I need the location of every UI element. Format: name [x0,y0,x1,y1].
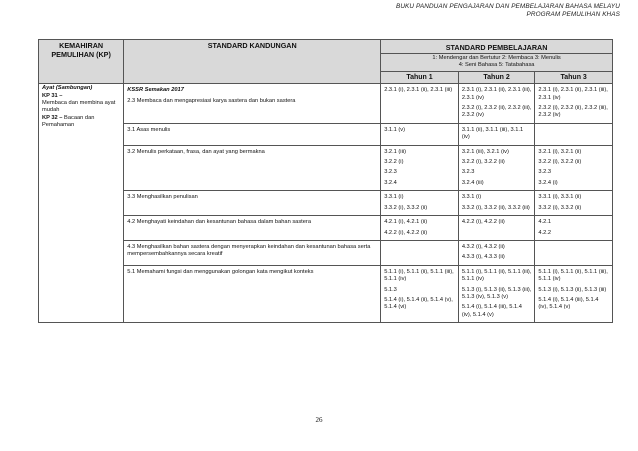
sp-code: 3.2.1 (iii), 3.2.1 (iv) [461,148,509,155]
standard-kandungan-cell [124,123,381,145]
sp-legend-line2: 4: Seni Bahasa 5: Tatabahasa [458,62,535,69]
standard-kandungan-cell [124,265,381,322]
sp-cell-tahun-3 [535,145,613,191]
sp-cell-tahun-3 [535,191,613,216]
sp-code: 2.3.2 (i), 2.3.2 (ii), 2.3.2 (iii), 2.3.2 (iv) [461,105,532,119]
sp-cell-tahun-1 [381,240,459,265]
sp-code: 4.2.2 (i), 4.2.2 (ii) [461,219,505,226]
table-row [39,216,613,241]
curriculum-table [38,39,613,323]
sp-code: 5.1.1 (i), 5.1.1 (ii), 5.1.1 (iii), 5.1.1 (iv) [461,268,532,283]
page-number: 26 [315,416,323,424]
sp-code: 3.2.4 (i) [538,179,558,186]
sp-legend-line1: 1: Mendengar dan Bertutur 2: Membaca 3: Menulis [432,55,561,61]
sk-text: 2.3 Membaca dan mengapresiasi karya sastera dan bukan sastera [127,97,296,104]
sp-cell-tahun-2 [458,216,535,241]
sp-code: 3.2.3 [461,169,475,176]
sp-cell-tahun-2 [458,84,535,124]
standard-kandungan-cell [124,145,381,191]
table-row [39,191,613,216]
standard-kandungan-cell [124,240,381,265]
sp-cell-tahun-3 [535,216,613,241]
table-row [39,84,613,124]
sp-code: 5.1.4 (i), 5.1.4 (iii), 5.1.4 (iv), 5.1.4 (v) [538,296,599,311]
sp-code: 3.3.1 (i) [461,194,482,201]
table-row [39,123,613,145]
sk-source-title: KSSR Semakan 2017 [127,87,184,94]
sp-code: 3.3.2 (i), 3.3.2 (ii) [538,204,582,211]
sp-code: 3.1.1 (ii), 3.1.1 (iii), 3.1.1 (iv) [461,126,524,141]
sp-code: 5.1.3 (i), 5.1.3 (ii), 5.1.3 (iii), 5.1.3 (iv), 5.1.3 (v) [461,286,532,300]
running-header [396,3,620,19]
kp32-code: KP 32 – [42,114,63,121]
sp-cell-tahun-2 [458,145,535,191]
sp-code: 3.2.1 (iii) [384,148,406,155]
sp-cell-tahun-2 [458,123,535,145]
kp31-code: KP 31 – [42,92,63,99]
sp-code: 3.2.4 (iii) [461,179,484,186]
sp-cell-tahun-3 [535,265,613,322]
sp-cell-tahun-1 [381,191,459,216]
sk-text: 3.2 Menulis perkataan, frasa, dan ayat yang bermakna [127,148,265,155]
sp-cell-tahun-2 [458,240,535,265]
kp31-desc: Membaca dan membina ayat mudah [42,100,116,114]
sp-code: 4.2.2 [538,229,551,236]
sp-code: 3.2.2 (i), 3.2.2 (ii) [538,159,582,166]
running-header-line2: PROGRAM PEMULIHAN KHAS [526,11,620,18]
sp-cell-tahun-1 [381,84,459,124]
sp-cell-tahun-1 [381,216,459,241]
header-sp-legend [381,54,613,72]
sp-code: 2.3.1 (i), 2.3.1 (ii), 2.3.1 (iii), 2.3.1 (iv) [538,87,608,101]
sp-code: 4.3.2 (i), 4.3.2 (ii) [461,243,505,250]
sp-code: 4.3.3 (i), 4.3.3 (ii) [461,254,505,261]
sp-code: 2.3.2 (i), 2.3.2 (ii), 2.3.2 (iii), 2.3.2 (iv) [538,105,608,119]
sp-code: 3.2.3 [538,169,551,176]
table-row [39,265,613,322]
sp-code: 5.1.4 (i), 5.1.4 (ii), 5.1.4 (v), 5.1.4 (vi) [384,296,453,311]
sp-cell-tahun-2 [458,265,535,322]
sp-code: 3.3.2 (i), 3.3.2 (ii), 3.3.2 (iii) [461,204,530,211]
sp-cell-tahun-3 [535,84,613,124]
sp-code: 4.2.1 (i), 4.2.1 (ii) [384,219,428,226]
sp-code: 5.1.3 [384,286,397,293]
sp-cell-tahun-3 [535,240,613,265]
kp32-line [42,115,120,130]
sk-text: 3.3 Menghasilkan penulisan [127,194,198,201]
sp-code: 3.2.3 [384,169,397,176]
sp-code: 3.3.1 (i) [384,194,404,201]
sk-text: 5.1 Memahami fungsi dan menggunakan golongan kata mengikut konteks [127,268,314,275]
sp-code: 4.2.1 [538,219,551,226]
sp-cell-tahun-1 [381,145,459,191]
header-tahun-1: Tahun 1 [381,71,459,83]
sp-code: 5.1.3 (i), 5.1.3 (ii), 5.1.3 (iii) [538,286,607,293]
kemahiran-title: Ayat (Sambungan) [42,85,93,92]
standard-kandungan-cell [124,84,381,124]
sp-code: 3.2.2 (i) [384,159,404,166]
kemahiran-cell [39,84,124,323]
sp-code: 3.2.1 (i), 3.2.1 (ii) [538,148,582,155]
header-kemahiran: KEMAHIRAN PEMULIHAN (KP) [39,40,124,84]
standard-kandungan-cell [124,191,381,216]
header-tahun-3: Tahun 3 [535,71,613,83]
running-header-line1: BUKU PANDUAN PENGAJARAN DAN PEMBELAJARAN BAHASA MELAYU [395,3,620,10]
header-standard-pembelajaran: STANDARD PEMBELAJARAN [381,40,613,54]
sp-cell-tahun-1 [381,123,459,145]
sk-text: 4.2 Menghayati keindahan dan kesantunan bahasa dalam bahan sastera [127,219,311,226]
header-standard-kandungan: STANDARD KANDUNGAN [124,40,381,84]
kp32-desc: Bacaan dan Pemahaman [42,114,95,129]
header-tahun-2: Tahun 2 [458,71,535,83]
sp-code: 4.2.2 (i), 4.2.2 (ii) [384,229,428,236]
sp-code: 3.2.4 [384,179,397,186]
sp-code: 5.1.1 (i), 5.1.1 (ii), 5.1.1 (iii), 5.1.1 (iv) [384,268,454,283]
sp-code: 3.3.1 (i), 3.3.1 (ii) [538,194,582,201]
sp-code: 2.3.1 (i), 2.3.1 (ii), 2.3.1 (iii), 2.3.1 (iv) [461,87,532,101]
standard-kandungan-cell [124,216,381,241]
sk-text: 3.1 Asas menulis [127,126,171,133]
sp-code: 3.1.1 (v) [384,126,406,133]
sk-text: 4.3 Menghasilkan bahan sastera dengan menyerapkan keindahan dan kesantunan bahasa serta mempersembahkannya secara kreatif [127,243,371,258]
sp-cell-tahun-2 [458,191,535,216]
sp-cell-tahun-1 [381,265,459,322]
table-row [39,145,613,191]
sp-code: 3.2.2 (i), 3.2.2 (ii) [461,159,505,166]
sp-code: 3.3.2 (i), 3.3.2 (ii) [384,204,428,211]
table-row [39,240,613,265]
sp-code: 5.1.1 (i), 5.1.1 (ii), 5.1.1 (iii), 5.1.1 (iv) [538,268,608,283]
sp-code: 5.1.4 (i), 5.1.4 (iii), 5.1.4 (iv), 5.1.4 (v) [461,304,522,318]
sp-cell-tahun-3 [535,123,613,145]
sp-code: 2.3.1 (i), 2.3.1 (ii), 2.3.1 (iii) [384,87,453,94]
